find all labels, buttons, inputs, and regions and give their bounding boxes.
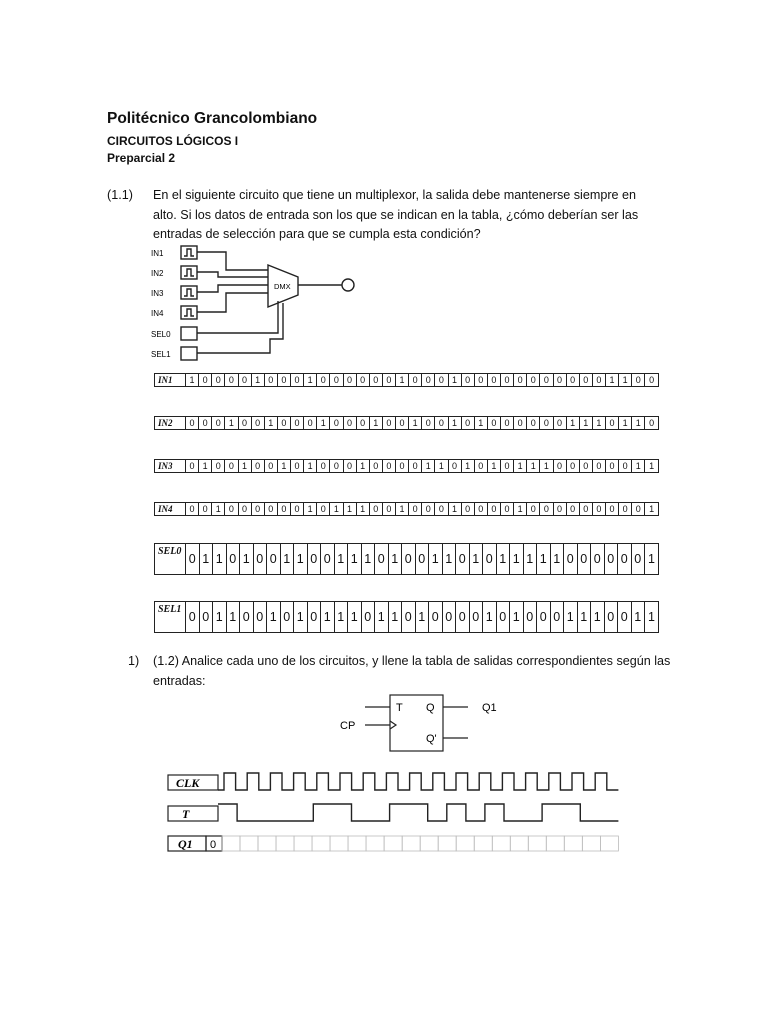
bit-cell: 0 xyxy=(487,503,500,516)
bit-cell: 0 xyxy=(369,503,382,516)
bit-cell: 0 xyxy=(225,374,238,387)
bit-cell: 0 xyxy=(483,544,497,575)
bit-cell: 1 xyxy=(304,374,317,387)
bit-cell: 0 xyxy=(422,503,435,516)
in3-source xyxy=(181,286,197,299)
bit-cell: 1 xyxy=(238,460,251,473)
q1-answer-cell[interactable] xyxy=(330,836,348,851)
bit-cell: 1 xyxy=(510,544,524,575)
bit-cell: 0 xyxy=(474,374,487,387)
bit-cell: 0 xyxy=(435,503,448,516)
bit-cell: 0 xyxy=(540,417,553,430)
bit-cell: 1 xyxy=(317,417,330,430)
bit-row-label: SEL1 xyxy=(155,602,186,633)
bit-cell: 0 xyxy=(579,503,592,516)
bit-cell: 0 xyxy=(566,460,579,473)
in1-source xyxy=(181,246,197,259)
question-2-line: (1.2) Analice cada uno de los circuitos, y llene la tabla de salidas correspondientes según las xyxy=(153,654,671,668)
bit-cell: 1 xyxy=(361,544,375,575)
bit-cell: 1 xyxy=(540,460,553,473)
institution-title: Politécnico Grancolombiano xyxy=(107,110,318,127)
bit-row-label: IN4 xyxy=(155,503,186,516)
bit-cell: 1 xyxy=(606,374,619,387)
bit-cell: 0 xyxy=(253,602,267,633)
bit-cell: 0 xyxy=(553,503,566,516)
bit-cell: 0 xyxy=(579,460,592,473)
bit-cell: 0 xyxy=(461,374,474,387)
bit-cell: 1 xyxy=(304,460,317,473)
flipflop-q1-name: Q1 xyxy=(482,702,497,714)
bit-cell: 1 xyxy=(277,460,290,473)
bit-cell: 0 xyxy=(591,544,605,575)
bit-cell: 0 xyxy=(251,460,264,473)
bit-cell: 0 xyxy=(442,602,456,633)
q1-answer-cell[interactable] xyxy=(456,836,474,851)
bit-cell: 1 xyxy=(537,544,551,575)
q1-answer-cell[interactable] xyxy=(366,836,384,851)
bit-cell: 0 xyxy=(382,503,395,516)
bit-cell: 0 xyxy=(264,503,277,516)
question-2-text xyxy=(153,652,713,691)
bit-cell: 1 xyxy=(294,544,308,575)
t-waveform xyxy=(218,804,618,821)
bit-cell: 0 xyxy=(619,503,632,516)
bit-cell: 1 xyxy=(592,417,605,430)
bit-cell: 1 xyxy=(429,544,443,575)
q1-answer-cell[interactable] xyxy=(492,836,510,851)
bit-cell: 0 xyxy=(540,503,553,516)
q1-initial-value: 0 xyxy=(210,839,217,851)
in2-source xyxy=(181,266,197,279)
bit-cell: 1 xyxy=(619,374,632,387)
bit-cell: 0 xyxy=(550,602,564,633)
sel1-label: SEL1 xyxy=(151,350,171,359)
exam-title: Preparcial 2 xyxy=(107,151,176,165)
in1-label: IN1 xyxy=(151,249,164,258)
in4-bit-table xyxy=(154,502,659,516)
bit-cell: 0 xyxy=(566,503,579,516)
bit-cell: 0 xyxy=(474,460,487,473)
bit-cell: 0 xyxy=(469,602,483,633)
bit-cell: 0 xyxy=(604,544,618,575)
bit-cell: 0 xyxy=(514,374,527,387)
bit-cell: 0 xyxy=(225,503,238,516)
bit-cell: 0 xyxy=(592,374,605,387)
clk-waveform-row xyxy=(168,773,618,790)
bit-cell: 0 xyxy=(577,544,591,575)
q1-answer-cell[interactable] xyxy=(312,836,330,851)
bit-cell: 0 xyxy=(186,544,200,575)
bit-cell: 0 xyxy=(321,544,335,575)
q1-label: Q1 xyxy=(178,837,193,851)
bit-cell: 0 xyxy=(415,544,429,575)
bit-cell: 0 xyxy=(402,544,416,575)
q1-answer-cell[interactable] xyxy=(258,836,276,851)
bit-cell: 0 xyxy=(382,374,395,387)
q1-answer-cell[interactable] xyxy=(438,836,456,851)
bit-cell: 0 xyxy=(461,503,474,516)
bit-cell: 0 xyxy=(632,503,645,516)
bit-cell: 1 xyxy=(632,460,645,473)
bit-cell: 1 xyxy=(267,602,281,633)
bit-cell: 1 xyxy=(566,417,579,430)
bit-cell: 1 xyxy=(186,374,199,387)
q1-output-row xyxy=(168,836,618,851)
bit-cell: 1 xyxy=(619,417,632,430)
bit-cell: 0 xyxy=(291,417,304,430)
bit-cell: 1 xyxy=(577,602,591,633)
bit-cell: 0 xyxy=(280,602,294,633)
q1-answer-cell[interactable] xyxy=(348,836,366,851)
bit-cell: 0 xyxy=(186,417,199,430)
bit-cell: 1 xyxy=(396,374,409,387)
q1-answer-cell[interactable] xyxy=(222,836,240,851)
bit-cell: 0 xyxy=(267,544,281,575)
bit-cell: 0 xyxy=(199,417,212,430)
bit-cell: 0 xyxy=(382,417,395,430)
bit-cell: 0 xyxy=(566,374,579,387)
bit-cell: 0 xyxy=(592,503,605,516)
bit-cell: 0 xyxy=(487,374,500,387)
bit-cell: 1 xyxy=(199,544,213,575)
bit-cell: 0 xyxy=(618,544,632,575)
bit-cell: 0 xyxy=(631,544,645,575)
bit-cell: 0 xyxy=(456,544,470,575)
bit-cell: 0 xyxy=(619,460,632,473)
in3-label: IN3 xyxy=(151,289,164,298)
bit-cell: 0 xyxy=(186,503,199,516)
bit-cell: 0 xyxy=(356,417,369,430)
q1-answer-cell[interactable] xyxy=(276,836,294,851)
sel1-bit-table xyxy=(154,601,659,633)
bit-cell: 0 xyxy=(330,460,343,473)
bit-cell: 1 xyxy=(422,460,435,473)
bit-cell: 1 xyxy=(514,460,527,473)
bit-cell: 1 xyxy=(304,503,317,516)
bit-cell: 0 xyxy=(409,460,422,473)
clk-waveform xyxy=(218,773,618,790)
t-label: T xyxy=(182,807,190,821)
flipflop-t-input: T xyxy=(396,702,403,714)
t-flipflop-diagram xyxy=(330,692,520,756)
bit-cell: 0 xyxy=(527,417,540,430)
bit-cell: 1 xyxy=(334,544,348,575)
in2-bit-table xyxy=(154,416,659,430)
bit-cell: 0 xyxy=(251,503,264,516)
bit-row-label: IN2 xyxy=(155,417,186,430)
bit-cell: 0 xyxy=(226,544,240,575)
bit-cell: 0 xyxy=(356,374,369,387)
bit-cell: 1 xyxy=(356,460,369,473)
t-waveform-row xyxy=(168,804,618,821)
bit-cell: 1 xyxy=(564,602,578,633)
q1-answer-cell[interactable] xyxy=(402,836,420,851)
bit-cell: 1 xyxy=(527,460,540,473)
bit-cell: 1 xyxy=(348,602,362,633)
bit-cell: 1 xyxy=(579,417,592,430)
clk-label: CLK xyxy=(176,776,200,790)
bit-cell: 0 xyxy=(606,460,619,473)
bit-cell: 0 xyxy=(514,417,527,430)
bit-cell: 1 xyxy=(632,417,645,430)
question-2-number: 1) xyxy=(128,654,140,668)
bit-cell: 1 xyxy=(240,544,254,575)
bit-cell: 0 xyxy=(553,460,566,473)
bit-cell: 0 xyxy=(251,417,264,430)
bit-cell: 0 xyxy=(264,460,277,473)
bit-cell: 1 xyxy=(448,374,461,387)
bit-cell: 0 xyxy=(402,602,416,633)
bit-cell: 0 xyxy=(253,544,267,575)
bit-cell: 1 xyxy=(226,602,240,633)
bit-cell: 0 xyxy=(225,460,238,473)
bit-cell: 1 xyxy=(435,460,448,473)
bit-row-label: IN1 xyxy=(155,374,186,387)
bit-cell: 0 xyxy=(409,503,422,516)
bit-cell: 1 xyxy=(631,602,645,633)
bit-cell: 0 xyxy=(343,374,356,387)
bit-cell: 0 xyxy=(264,374,277,387)
bit-cell: 1 xyxy=(645,460,659,473)
bit-cell: 0 xyxy=(330,417,343,430)
bit-cell: 0 xyxy=(199,602,213,633)
bit-cell: 0 xyxy=(604,602,618,633)
bit-cell: 0 xyxy=(317,460,330,473)
bit-cell: 0 xyxy=(501,503,514,516)
bit-cell: 0 xyxy=(317,374,330,387)
mux-label: DMX xyxy=(274,282,291,291)
bit-cell: 1 xyxy=(213,544,227,575)
bit-cell: 0 xyxy=(361,602,375,633)
bit-cell: 0 xyxy=(238,374,251,387)
bit-cell: 0 xyxy=(487,417,500,430)
bit-cell: 0 xyxy=(396,460,409,473)
bit-cell: 1 xyxy=(461,460,474,473)
in4-source xyxy=(181,306,197,319)
bit-cell: 1 xyxy=(388,544,402,575)
q1-answer-cell[interactable] xyxy=(240,836,258,851)
bit-cell: 0 xyxy=(212,460,225,473)
bit-cell: 0 xyxy=(369,374,382,387)
bit-cell: 1 xyxy=(343,503,356,516)
bit-cell: 1 xyxy=(199,460,212,473)
bit-cell: 0 xyxy=(645,417,659,430)
bit-cell: 1 xyxy=(487,460,500,473)
bit-cell: 0 xyxy=(199,503,212,516)
bit-cell: 0 xyxy=(645,374,659,387)
bit-cell: 0 xyxy=(456,602,470,633)
q1-answer-cell[interactable] xyxy=(384,836,402,851)
bit-cell: 0 xyxy=(369,460,382,473)
q1-answer-cell[interactable] xyxy=(420,836,438,851)
sel0-bit-table xyxy=(154,543,659,575)
bit-cell: 0 xyxy=(579,374,592,387)
bit-cell: 0 xyxy=(606,503,619,516)
bit-cell: 1 xyxy=(213,602,227,633)
in2-label: IN2 xyxy=(151,269,164,278)
q1-answer-cell[interactable] xyxy=(546,836,564,851)
bit-cell: 1 xyxy=(510,602,524,633)
bit-cell: 0 xyxy=(277,374,290,387)
bit-cell: 0 xyxy=(382,460,395,473)
mux-circuit-diagram xyxy=(150,243,370,365)
bit-cell: 0 xyxy=(537,602,551,633)
bit-cell: 1 xyxy=(375,602,389,633)
bit-cell: 1 xyxy=(356,503,369,516)
question-1-number: (1.1) xyxy=(107,188,133,202)
bit-cell: 0 xyxy=(238,417,251,430)
bit-cell: 0 xyxy=(527,503,540,516)
bit-cell: 0 xyxy=(553,417,566,430)
bit-cell: 1 xyxy=(264,417,277,430)
bit-cell: 1 xyxy=(294,602,308,633)
bit-cell: 0 xyxy=(199,374,212,387)
q1-answer-cell[interactable] xyxy=(582,836,600,851)
q1-answer-cell[interactable] xyxy=(510,836,528,851)
bit-cell: 0 xyxy=(307,602,321,633)
q1-answer-cell[interactable] xyxy=(294,836,312,851)
in4-label: IN4 xyxy=(151,309,164,318)
question-1-line: alto. Si los datos de entrada son los que se indican en la tabla, ¿cómo deberían ser las xyxy=(153,207,639,222)
bit-cell: 1 xyxy=(388,602,402,633)
bit-row-label: SEL0 xyxy=(155,544,186,575)
bit-cell: 1 xyxy=(321,602,335,633)
bit-cell: 0 xyxy=(396,417,409,430)
bit-cell: 1 xyxy=(225,417,238,430)
bit-cell: 0 xyxy=(448,460,461,473)
bit-cell: 0 xyxy=(523,602,537,633)
flipflop-cp-input: CP xyxy=(340,720,356,732)
bit-cell: 1 xyxy=(514,503,527,516)
bit-cell: 0 xyxy=(238,503,251,516)
bit-cell: 0 xyxy=(435,417,448,430)
bit-cell: 0 xyxy=(343,417,356,430)
bit-cell: 1 xyxy=(645,602,659,633)
bit-cell: 0 xyxy=(429,602,443,633)
question-2-line: entradas: xyxy=(153,673,206,688)
bit-cell: 0 xyxy=(240,602,254,633)
bit-cell: 1 xyxy=(474,417,487,430)
q1-answer-cell[interactable] xyxy=(600,836,618,851)
bit-cell: 0 xyxy=(461,417,474,430)
bit-cell: 1 xyxy=(483,602,497,633)
bit-cell: 1 xyxy=(334,602,348,633)
bit-cell: 1 xyxy=(369,417,382,430)
in3-bit-table xyxy=(154,459,659,473)
bit-cell: 0 xyxy=(186,460,199,473)
question-1-line: entradas de selección para que se cumpla esta condición? xyxy=(153,227,481,241)
bit-cell: 0 xyxy=(422,374,435,387)
in1-bit-table xyxy=(154,373,659,387)
bit-cell: 1 xyxy=(251,374,264,387)
bit-cell: 1 xyxy=(442,544,456,575)
sel0-label: SEL0 xyxy=(151,330,171,339)
bit-cell: 1 xyxy=(448,417,461,430)
bit-cell: 0 xyxy=(277,503,290,516)
bit-cell: 0 xyxy=(277,417,290,430)
sel1-switch xyxy=(181,347,197,360)
question-1-text xyxy=(153,186,713,245)
bit-cell: 0 xyxy=(186,602,200,633)
q1-answer-cell[interactable] xyxy=(564,836,582,851)
bit-cell: 0 xyxy=(212,374,225,387)
bit-cell: 1 xyxy=(330,503,343,516)
bit-cell: 1 xyxy=(415,602,429,633)
sel0-switch xyxy=(181,327,197,340)
bit-cell: 0 xyxy=(501,460,514,473)
bit-cell: 1 xyxy=(448,503,461,516)
bit-cell: 1 xyxy=(591,602,605,633)
bit-cell: 1 xyxy=(550,544,564,575)
bit-cell: 1 xyxy=(645,503,659,516)
bit-cell: 1 xyxy=(212,503,225,516)
bit-cell: 1 xyxy=(280,544,294,575)
bit-cell: 0 xyxy=(501,417,514,430)
bit-cell: 0 xyxy=(540,374,553,387)
bit-cell: 0 xyxy=(618,602,632,633)
bit-cell: 0 xyxy=(343,460,356,473)
q1-answer-cell[interactable] xyxy=(528,836,546,851)
output-led xyxy=(342,279,354,291)
bit-cell: 0 xyxy=(592,460,605,473)
bit-cell: 1 xyxy=(469,544,483,575)
question-1-line: En el siguiente circuito que tiene un multiplexor, la salida debe mantenerse siempre en xyxy=(153,188,637,202)
bit-cell: 0 xyxy=(606,417,619,430)
bit-cell: 0 xyxy=(422,417,435,430)
bit-cell: 0 xyxy=(564,544,578,575)
bit-cell: 0 xyxy=(307,544,321,575)
bit-cell: 0 xyxy=(330,374,343,387)
bit-cell: 0 xyxy=(291,503,304,516)
timing-diagram xyxy=(160,766,650,858)
bit-cell: 0 xyxy=(317,503,330,516)
bit-cell: 0 xyxy=(474,503,487,516)
bit-cell: 1 xyxy=(409,417,422,430)
bit-cell: 0 xyxy=(291,374,304,387)
bit-cell: 1 xyxy=(645,544,659,575)
bit-cell: 0 xyxy=(496,602,510,633)
bit-cell: 1 xyxy=(496,544,510,575)
bit-cell: 0 xyxy=(553,374,566,387)
bit-cell: 0 xyxy=(212,417,225,430)
course-title: CIRCUITOS LÓGICOS I xyxy=(107,134,239,148)
bit-cell: 0 xyxy=(291,460,304,473)
q1-answer-cell[interactable] xyxy=(474,836,492,851)
bit-cell: 0 xyxy=(527,374,540,387)
bit-cell: 0 xyxy=(409,374,422,387)
bit-cell: 1 xyxy=(348,544,362,575)
bit-cell: 0 xyxy=(632,374,645,387)
bit-cell: 0 xyxy=(304,417,317,430)
t-label-box xyxy=(168,806,218,821)
flipflop-qn-output: Q' xyxy=(426,733,437,745)
bit-row-label: IN3 xyxy=(155,460,186,473)
bit-cell: 1 xyxy=(396,503,409,516)
bit-cell: 0 xyxy=(501,374,514,387)
bit-cell: 0 xyxy=(375,544,389,575)
bit-cell: 1 xyxy=(523,544,537,575)
flipflop-q-output: Q xyxy=(426,702,435,714)
bit-cell: 0 xyxy=(435,374,448,387)
